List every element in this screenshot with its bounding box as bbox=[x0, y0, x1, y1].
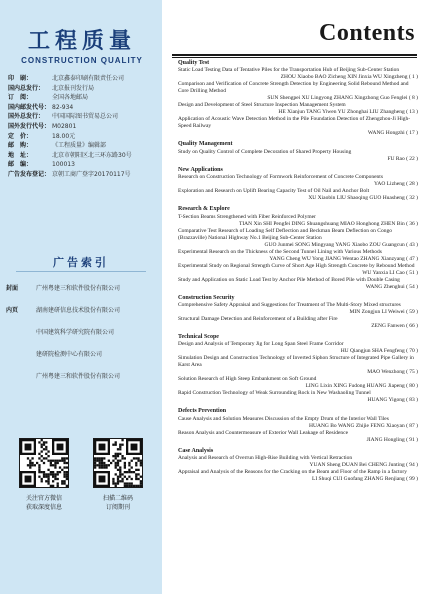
toc-section-heading: Research & Explore bbox=[178, 206, 230, 213]
toc-entry-title: Design and Analysis of Temporary Jig for Long Span Steel Frame Corridor bbox=[178, 341, 344, 348]
toc-entry-authors: GUO Junmei SONG Mingyang YANG Xiaobo ZOU Guangcun ( 43 ) bbox=[264, 241, 418, 248]
qr-caption: 关注官方微信 获取深度信息 bbox=[25, 495, 62, 511]
toc-entry-title: Simulation Design and Construction Technology of Inverted Siphon Structure of Integrated Pipe Gallery in Karst Area bbox=[178, 355, 414, 369]
toc-entry[interactable] bbox=[178, 116, 418, 137]
masthead-title-en: CONSTRUCTION QUALITY bbox=[21, 56, 143, 65]
toc-entry-title: Application of Acoustic Wave Detection Method in the Pile Foundation Detection of Zhengzhou-Ji High-Speed Railway bbox=[178, 116, 411, 130]
info-label: 订 阅： bbox=[8, 94, 33, 102]
info-row bbox=[8, 122, 158, 132]
info-row bbox=[8, 151, 158, 161]
info-value: 18.00元 bbox=[52, 132, 76, 140]
toc-entry-authors: TIAN Xin SHI Pengfei DING Shuangshuang MIAO Honghong ZHEN Bin ( 36 ) bbox=[238, 220, 418, 227]
ad-index-item bbox=[6, 320, 158, 342]
publication-info bbox=[8, 74, 158, 180]
toc-section-heading: Quality Management bbox=[178, 141, 233, 148]
toc-entry-title: Analysis and Research of Overrun High-Rise Building with Vertical Retraction bbox=[178, 455, 353, 462]
info-row bbox=[8, 170, 158, 180]
toc-entry-authors: LI Shuqi CUI Guofang ZHANG Renjiang ( 99 ) bbox=[311, 476, 418, 483]
toc-entry-authors: ZENG Fanwen ( 66 ) bbox=[371, 323, 418, 330]
info-label: 定 价： bbox=[8, 132, 33, 140]
qr-caption: 扫描二维码 订阅期刊 bbox=[102, 495, 133, 511]
ad-index-item bbox=[6, 276, 158, 298]
info-row bbox=[8, 160, 158, 170]
ad-index-divider bbox=[16, 271, 146, 272]
ad-index-title: 广告索引 bbox=[53, 256, 109, 269]
toc-entry-authors: YAO Lizheng ( 28 ) bbox=[374, 181, 418, 188]
toc-entry-title: Cause Analysis and Solution Measures Discussion of the Empty Drum of the Interior Wall Tiles bbox=[178, 415, 389, 422]
info-value: 100013 bbox=[52, 161, 75, 169]
ad-advertiser: 建研院检测中心有限公司 bbox=[36, 350, 103, 358]
toc-section-heading: Case Analysis bbox=[178, 447, 214, 454]
toc-entry[interactable] bbox=[178, 416, 418, 430]
ad-index-item bbox=[6, 364, 158, 386]
info-row bbox=[8, 103, 158, 113]
subscribe-qr-block bbox=[88, 438, 148, 512]
toc-entry[interactable] bbox=[178, 214, 418, 228]
wechat-qr-block bbox=[14, 438, 74, 512]
info-row bbox=[8, 93, 158, 103]
info-value: 北京鑫泰印刷有限责任公司 bbox=[52, 75, 125, 82]
toc-entry[interactable] bbox=[178, 302, 418, 316]
toc-entry-title: Structural Damage Detection and Reinforcement of a Building after Fire bbox=[178, 316, 338, 323]
toc-section bbox=[178, 448, 418, 483]
toc-entry-authors: HUANG Bo WANG Zhijie FENG Xiaoyan ( 87 ) bbox=[309, 422, 418, 429]
toc-entry-authors: WANG Hongzhi ( 17 ) bbox=[367, 130, 418, 137]
toc-entry-title: Experimental Research on the Thickness of the Second Tunnel Lining with Various Methods bbox=[178, 248, 382, 255]
toc-entry-title: Comparison and Verification of Concrete Strength Detection by Engineering Solid Rebound Method and Core Drilling Method bbox=[178, 81, 409, 95]
ad-index-list bbox=[6, 276, 158, 386]
toc-entry[interactable] bbox=[178, 277, 418, 291]
toc-entry[interactable] bbox=[178, 430, 418, 444]
toc-section-heading: Defects Prevention bbox=[178, 408, 227, 415]
toc-entry-authors: SUN Shengpei XU Lingyong ZHANG Xingzhong Guo Fenglei ( 8 ) bbox=[267, 95, 418, 102]
info-label: 国内总发行： bbox=[8, 84, 45, 92]
info-label: 印 刷： bbox=[8, 75, 33, 82]
toc-entry-authors: ZHOU Xiaobo BAO Zicheng XIN Jinxia WU Xingzheng ( 1 ) bbox=[280, 74, 418, 81]
toc-entry-authors: HU Qiangjun SHA Fengfeng ( 70 ) bbox=[340, 348, 418, 355]
info-value: 北京市朝阳区北三环东路30号 bbox=[52, 151, 132, 159]
toc-entry-authors: MIN Zongjun LI Weiwei ( 59 ) bbox=[349, 309, 418, 316]
toc-entry[interactable] bbox=[178, 67, 418, 81]
ad-index-item bbox=[6, 298, 158, 320]
toc-entry-title: Static Load Testing Data of Tentative Piles for the Transportation Hub of Beijing Sub-Center Station bbox=[178, 67, 400, 74]
ad-index-item bbox=[6, 342, 158, 364]
toc-entry-title: Experimental Study on Regional Strength Curve of Short Age High Strength Concrete by Rebound Method bbox=[178, 262, 415, 269]
toc-entry[interactable] bbox=[178, 188, 418, 202]
info-label: 邮 编： bbox=[8, 161, 33, 169]
toc-entry-title: Comprehensive Safety Appraisal and Suggestions for Treatment of The Multi-Story Mixed structures bbox=[178, 302, 401, 309]
toc-entry[interactable] bbox=[178, 469, 418, 483]
toc-section bbox=[178, 60, 418, 137]
ad-advertiser: 湖南建研信息技术股份有限公司 bbox=[36, 306, 121, 314]
toc-section-heading: Quality Test bbox=[178, 60, 210, 66]
toc-entry[interactable] bbox=[178, 263, 418, 277]
title-rule bbox=[172, 54, 417, 56]
toc-section bbox=[178, 141, 418, 162]
toc-entry[interactable] bbox=[178, 376, 418, 390]
toc-entry[interactable] bbox=[178, 316, 418, 330]
toc-entry-title: Study and Application on Static Load Test by Anchor Pile Method of Bored Pile with Double Casing bbox=[178, 276, 400, 283]
toc-entry-title: Reason Analysis and Countermeasure of Exterior Wall Leakage of Residence bbox=[178, 429, 349, 436]
toc-entry-authors: HUANG Yigong ( 83 ) bbox=[367, 397, 418, 404]
contents-panel bbox=[162, 0, 427, 594]
info-value: 《工程质量》编辑部 bbox=[52, 142, 107, 150]
toc-entry-authors: FU Rao ( 22 ) bbox=[387, 155, 418, 162]
toc-entry-authors: JIANG Hongling ( 91 ) bbox=[366, 436, 418, 443]
info-value: 全国各地邮局 bbox=[52, 94, 89, 102]
toc-section-heading: New Applications bbox=[178, 166, 223, 173]
info-label: 广告发布登记： bbox=[8, 170, 51, 178]
toc-entry[interactable] bbox=[178, 455, 418, 469]
toc-entry-title: Exploration and Research on Uplift Bearing Capacity Test of Oil Nail and Anchor Bolt bbox=[178, 188, 370, 195]
info-row bbox=[8, 141, 158, 151]
info-value: 北京报刊发行局 bbox=[52, 84, 95, 92]
info-label: 地 址： bbox=[8, 151, 33, 159]
toc-entry-authors: HE Xianjun TANG Yiwen YU Zhonghai LIU Zhangheng ( 13 ) bbox=[278, 109, 418, 116]
toc-entry[interactable] bbox=[178, 228, 418, 249]
left-panel bbox=[0, 0, 162, 594]
ad-advertiser: 广州粤建三和软件股份有限公司 bbox=[36, 284, 121, 292]
toc-entry[interactable] bbox=[178, 341, 418, 355]
ad-advertiser: 中国建筑科学研究院有限公司 bbox=[36, 328, 115, 336]
wechat-qr-code[interactable] bbox=[19, 438, 69, 488]
info-label: 国外总发行： bbox=[8, 113, 45, 121]
toc-entry-title: Solution Research of High Steep Embankment on Soft Ground bbox=[178, 376, 317, 383]
toc-section bbox=[178, 167, 418, 202]
info-label: 国外发行代号： bbox=[8, 122, 51, 130]
toc-entry-title: T-Section Beams Strengthened with Fiber Reinforced Polymer bbox=[178, 213, 316, 220]
toc-entry[interactable] bbox=[178, 149, 418, 163]
info-label: 国内邮发代号： bbox=[8, 103, 51, 111]
toc-entry[interactable] bbox=[178, 102, 418, 116]
table-of-contents bbox=[178, 60, 418, 483]
info-value: 京朝工商广登字20170117号 bbox=[52, 170, 131, 178]
toc-entry-title: Research on Construction Technology of Formwork Reinforcement of Concrete Components bbox=[178, 174, 383, 181]
title-rule-thin bbox=[172, 57, 417, 58]
toc-section bbox=[178, 334, 418, 404]
toc-entry-title: Rapid Construction Technology of Weak Surrounding Rock in New Washaoling Tunnel bbox=[178, 390, 371, 397]
info-label: 邮 购： bbox=[8, 142, 33, 150]
subscribe-qr-code[interactable] bbox=[93, 438, 143, 488]
toc-entry-authors: YANG Cheng WU Yong JIANG Wentao ZHANG Xianzyang ( 47 ) bbox=[269, 255, 418, 262]
ad-advertiser: 广州粤建三和软件股份有限公司 bbox=[36, 372, 121, 380]
toc-entry-authors: LING Lixin XING Fudong HUANG Jiapeng ( 80 ) bbox=[305, 383, 418, 390]
toc-entry-authors: XU Xiaobin LIU Shaoqing GUO Huasheng ( 32 ) bbox=[308, 195, 418, 202]
toc-entry[interactable] bbox=[178, 81, 418, 102]
masthead bbox=[12, 28, 152, 65]
toc-entry-authors: MAO Wenzhong ( 75 ) bbox=[367, 369, 418, 376]
toc-entry-authors: WANG Zhenghui ( 54 ) bbox=[365, 283, 418, 290]
info-row bbox=[8, 74, 158, 84]
toc-entry[interactable] bbox=[178, 390, 418, 404]
toc-entry[interactable] bbox=[178, 174, 418, 188]
toc-section bbox=[178, 206, 418, 290]
masthead-title-cn: 工程质量 bbox=[27, 28, 136, 54]
toc-entry[interactable] bbox=[178, 249, 418, 263]
info-row bbox=[8, 84, 158, 94]
info-row bbox=[8, 132, 158, 142]
info-value: 中国国际图书贸易总公司 bbox=[52, 113, 119, 121]
toc-entry-authors: WU Yanxia LI Cao ( 51 ) bbox=[362, 269, 418, 276]
info-value: 82-934 bbox=[52, 103, 74, 111]
toc-section-heading: Technical Scope bbox=[178, 334, 219, 341]
toc-entry-title: Design and Development of Steel Structure Inspection Management System bbox=[178, 102, 346, 109]
toc-entry[interactable] bbox=[178, 355, 418, 376]
toc-section bbox=[178, 295, 418, 330]
ad-position: 封面 bbox=[6, 284, 19, 292]
info-value: M02801 bbox=[52, 122, 77, 130]
toc-entry-authors: YUAN Sheng DUAN Bei CHENG Junting ( 94 ) bbox=[309, 462, 418, 469]
toc-section-heading: Construction Security bbox=[178, 294, 235, 301]
toc-entry-title: Appraisal and Analysis of the Reasons for the Cracking on the Beam and Floor of the Ramp in a factory bbox=[178, 469, 407, 476]
contents-title: Contents bbox=[318, 20, 415, 46]
toc-entry-title: Study on Quality Control of Complete Decoration of Shared Property Housing bbox=[178, 148, 352, 155]
toc-entry-title: Comparative Test Research of Loading Self Deflection and Beckman Beam Deflection on Congo (Brazzaville) National Highway No.1 Beijing Sub-Center Station bbox=[178, 227, 392, 241]
toc-section bbox=[178, 408, 418, 443]
ad-position: 内页 bbox=[6, 306, 19, 314]
info-row bbox=[8, 112, 158, 122]
